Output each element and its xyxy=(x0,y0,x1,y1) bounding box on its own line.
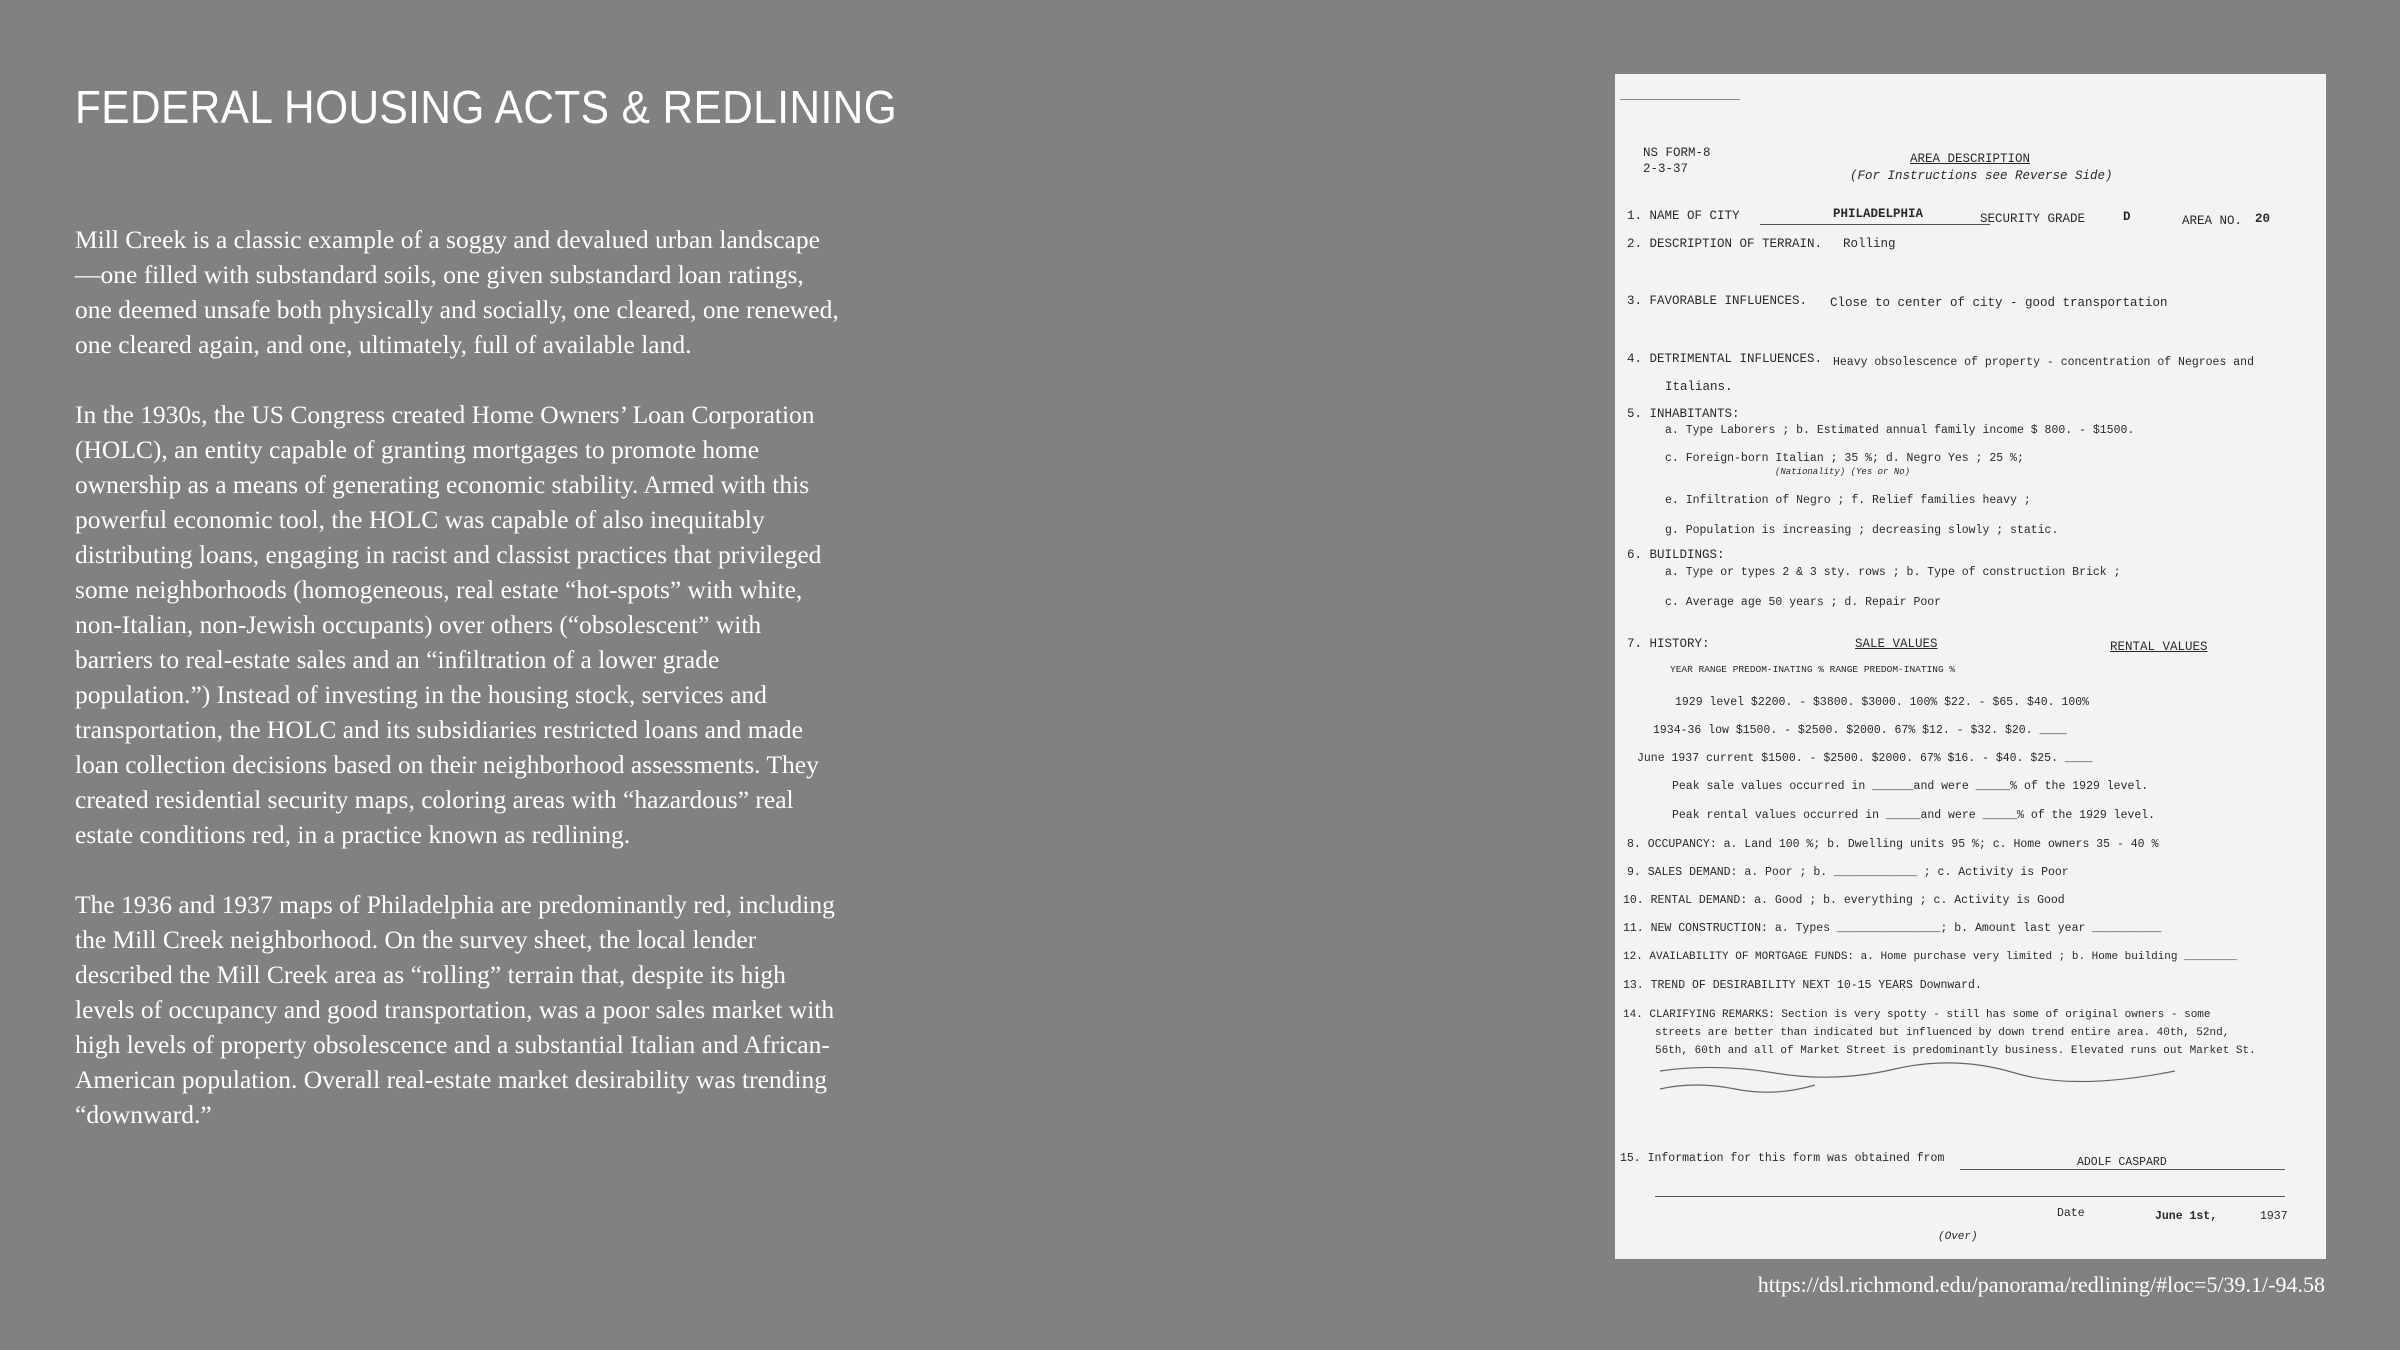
inhabitants-c-sub: (Nationality) (Yes or No) xyxy=(1775,467,1911,477)
detrimental-line-2: Italians. xyxy=(1665,380,1733,394)
trend-line: 13. TREND OF DESIRABILITY NEXT 10-15 YEARS Downward. xyxy=(1623,979,1982,992)
city-value: PHILADELPHIA xyxy=(1833,207,1924,221)
detrimental-label: 4. DETRIMENTAL INFLUENCES. xyxy=(1627,352,1823,366)
rental-demand-line: 10. RENTAL DEMAND: a. Good ; b. everything ; c. Activity is Good xyxy=(1623,894,2065,907)
terrain-label: 2. DESCRIPTION OF TERRAIN. xyxy=(1627,237,1823,251)
body-text xyxy=(75,222,840,1167)
handwritten-scribble xyxy=(1655,1059,2215,1099)
buildings-c: c. Average age 50 years ; d. Repair Poor xyxy=(1665,596,1942,609)
terrain-value: Rolling xyxy=(1843,237,1896,251)
date-value: June 1st, xyxy=(2155,1210,2218,1223)
date-label: Date xyxy=(2057,1207,2085,1220)
inhabitants-e: e. Infiltration of Negro ; f. Relief families heavy ; xyxy=(1665,494,2031,507)
remarks-line-2: streets are better than indicated but influenced by down trend entire area. 40th, 52nd, xyxy=(1655,1027,2230,1039)
inhabitants-a: a. Type Laborers ; b. Estimated annual family income $ 800. - $1500. xyxy=(1665,424,2135,437)
occupancy-line: 8. OCCUPANCY: a. Land 100 %; b. Dwelling units 95 %; c. Home owners 35 - 40 % xyxy=(1627,838,2159,851)
paragraph-3: The 1936 and 1937 maps of Philadelphia are predominantly red, including the Mill Creek neighborhood. On the survey sheet, the local lender described the Mill Creek area as “rolling” terrain that, despite its high levels of occupancy and good transportation, was a poor sales market with high levels of property obsolescence and a substantial Italian and African-American population. Overall real-estate market desirability was trending “downward.” xyxy=(75,890,835,1129)
grade-value: D xyxy=(2123,210,2131,224)
info-label: 15. Information for this form was obtained from xyxy=(1620,1152,1945,1165)
favorable-value: Close to center of city - good transportation xyxy=(1830,296,2168,310)
inhabitants-g: g. Population is increasing ; decreasing slowly ; static. xyxy=(1665,524,2059,537)
form-number: NS FORM-8 xyxy=(1643,146,1711,160)
favorable-label: 3. FAVORABLE INFLUENCES. xyxy=(1627,294,1808,308)
city-label: 1. NAME OF CITY xyxy=(1627,209,1740,223)
remarks-line-1: 14. CLARIFYING REMARKS: Section is very spotty - still has some of original owners - some xyxy=(1623,1009,2211,1021)
form-date: 2-3-37 xyxy=(1643,162,1689,176)
form-subheading: (For Instructions see Reverse Side) xyxy=(1850,169,2113,183)
inhabitants-c: c. Foreign-born Italian ; 35 %; d. Negro Yes ; 25 %; xyxy=(1665,452,2024,465)
area-description-form-image xyxy=(1615,74,2326,1259)
history-row-1929: 1929 level $2200. - $3800. $3000. 100% $22. - $65. $40. 100% xyxy=(1675,696,2090,709)
city-rule xyxy=(1760,224,1990,225)
history-label: 7. HISTORY: xyxy=(1627,637,1710,651)
area-label: AREA NO. xyxy=(2182,214,2243,228)
new-construction-line: 11. NEW CONSTRUCTION: a. Types _______________; b. Amount last year __________ xyxy=(1623,922,2162,935)
paragraph-1: Mill Creek is a classic example of a soggy and devalued urban landscape—one filled with substandard soils, one given substandard loan ratings, one deemed unsafe both physically and socially, one cleared, one renewed, one cleared again, and one, ultimately, full of available land. xyxy=(75,225,839,359)
peak-sale-values: Peak sale values occurred in ______and were _____% of the 1929 level. xyxy=(1672,780,2149,793)
top-rule xyxy=(1620,99,1740,100)
source-url: https://dsl.richmond.edu/panorama/redlining/#loc=5/39.1/-94.58 xyxy=(1757,1272,2325,1297)
history-row-1934: 1934-36 low $1500. - $2500. $2000. 67% $12. - $32. $20. ____ xyxy=(1653,724,2068,737)
grade-label: SECURITY GRADE xyxy=(1980,212,2086,226)
remarks-line-3: 56th, 60th and all of Market Street is predominantly business. Elevated runs out Market St. xyxy=(1655,1045,2256,1057)
detrimental-line-1: Heavy obsolescence of property - concentration of Negroes and xyxy=(1833,356,2254,369)
sale-values-heading: SALE VALUES xyxy=(1855,637,1938,651)
area-value: 20 xyxy=(2255,212,2271,226)
mortgage-line: 12. AVAILABILITY OF MORTGAGE FUNDS: a. Home purchase very limited ; b. Home building ________ xyxy=(1623,951,2237,963)
rental-values-heading: RENTAL VALUES xyxy=(2110,640,2208,654)
slide-title: FEDERAL HOUSING ACTS & REDLINING xyxy=(75,81,898,133)
info-rule xyxy=(1960,1169,2285,1170)
buildings-label: 6. BUILDINGS: xyxy=(1627,548,1725,562)
history-row-1937: June 1937 current $1500. - $2500. $2000. 67% $16. - $40. $25. ____ xyxy=(1637,752,2093,765)
blank-rule xyxy=(1655,1196,2285,1197)
info-source: ADOLF CASPARD xyxy=(2077,1156,2167,1169)
buildings-a: a. Type or types 2 & 3 sty. rows ; b. Type of construction Brick ; xyxy=(1665,566,2121,579)
sales-demand-line: 9. SALES DEMAND: a. Poor ; b. ____________ ; c. Activity is Poor xyxy=(1627,866,2069,879)
over-note: (Over) xyxy=(1938,1231,1978,1243)
peak-rental-values: Peak rental values occurred in _____and were _____% of the 1929 level. xyxy=(1672,809,2156,822)
inhabitants-label: 5. INHABITANTS: xyxy=(1627,407,1740,421)
history-columns: YEAR RANGE PREDOM-INATING % RANGE PREDOM-INATING % xyxy=(1670,664,1956,675)
form-heading: AREA DESCRIPTION xyxy=(1910,152,2031,166)
date-year: 1937 xyxy=(2260,1210,2288,1223)
paragraph-2: In the 1930s, the US Congress created Home Owners’ Loan Corporation (HOLC), an entity capable of granting mortgages to promote home ownership as a means of generating economic stability. Armed with this powerful economic tool, the HOLC was capable of also inequitably distributing loans, engaging in racist and classist practices that privileged some neighborhoods (homogeneous, real estate “hot-spots” with white, non-Italian, non-Jewish occupants) over others (“obsolescent” with barriers to real-estate sales and an “infiltration of a lower grade population.”) Instead of investing in the housing stock, services and transportation, the HOLC and its subsidiaries restricted loans and made loan collection decisions based on their neighborhood assessments. They created residential security maps, coloring areas with “hazardous” real estate conditions red, in a practice known as redlining. xyxy=(75,400,822,849)
